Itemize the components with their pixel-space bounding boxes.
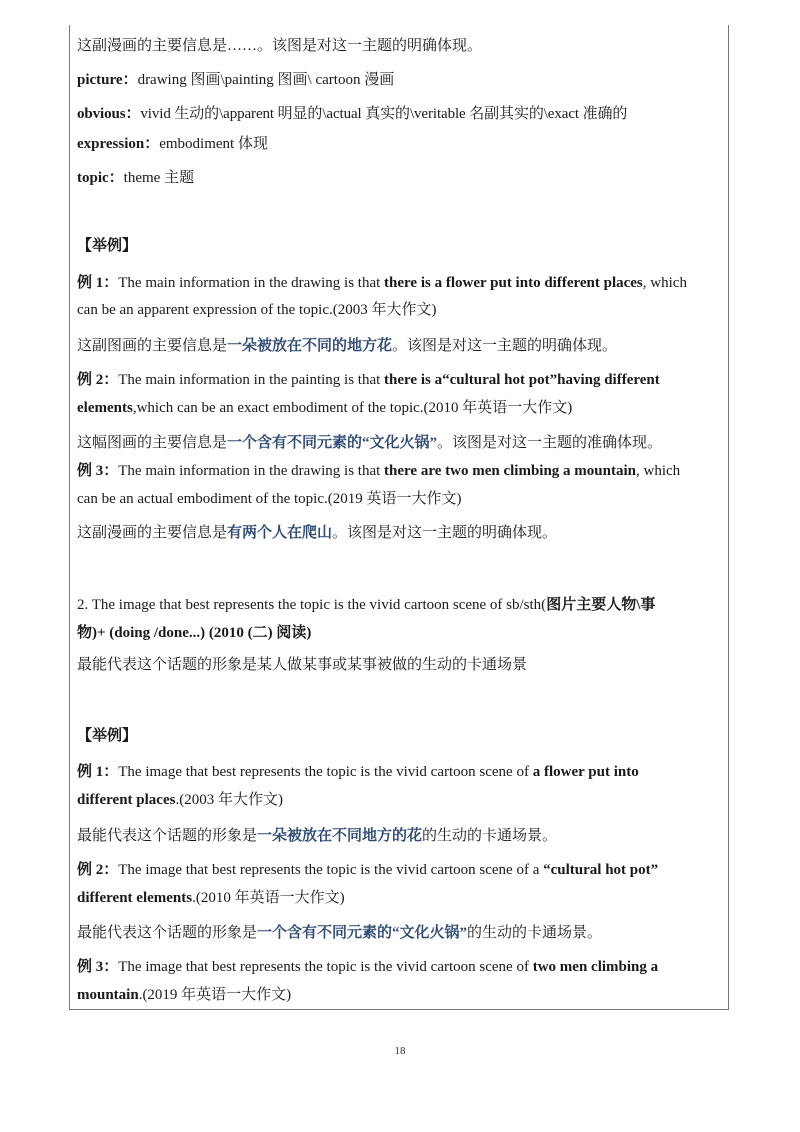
example-heading: 【举例】 <box>77 238 138 254</box>
s1-example-2-zh: 这幅图画的主要信息是一个含有不同元素的“文化火锅”。该图是对这一主题的准确体现。 <box>77 435 663 451</box>
s1-example-2-line-1: 例 2：The main information in the painting is that there is a“cultural hot pot”having different <box>77 372 660 388</box>
section-2-line-1: 2. The image that best represents the topic is the vivid cartoon scene of sb/sth(图片主要人物\事 <box>77 597 656 613</box>
s3-example-2-line-2: different elements.(2010 年英语一大作文) <box>77 890 345 906</box>
s1-example-1-line-1: 例 1：The main information in the drawing is that there is a flower put into different places, which <box>77 275 687 291</box>
s1-example-1-zh: 这副图画的主要信息是一朵被放在不同的地方花。该图是对这一主题的明确体现。 <box>77 338 618 354</box>
s3-example-1-line-2: different places.(2003 年大作文) <box>77 792 283 808</box>
vocab-obvious: obvious：vivid 生动的\apparent 明显的\actual 真实的\veritable 名副其实的\exact 准确的 <box>77 106 628 122</box>
intro-line: 这副漫画的主要信息是……。该图是对这一主题的明确体现。 <box>77 38 483 54</box>
s3-example-1-zh: 最能代表这个话题的形象是一朵被放在不同地方的花的生动的卡通场景。 <box>77 828 558 844</box>
s1-example-3-line-2: can be an actual embodiment of the topic.(2019 英语一大作文) <box>77 491 462 507</box>
example-heading-2: 【举例】 <box>77 728 138 744</box>
s1-example-1-line-2: can be an apparent expression of the topic.(2003 年大作文) <box>77 302 437 318</box>
s3-example-3-line-1: 例 3：The image that best represents the topic is the vivid cartoon scene of two men climbing a <box>77 959 659 975</box>
s1-example-3-line-1: 例 3：The main information in the drawing is that there are two men climbing a mountain, which <box>77 463 681 479</box>
s3-example-1-line-1: 例 1：The image that best represents the topic is the vivid cartoon scene of a flower put into <box>77 764 639 780</box>
vocab-topic: topic：theme 主题 <box>77 170 195 186</box>
s3-example-3-line-2: mountain.(2019 年英语一大作文) <box>77 987 292 1003</box>
vocab-picture: picture：drawing 图画\painting 图画\ cartoon 漫画 <box>77 72 395 88</box>
vocab-expression: expression：embodiment 体现 <box>77 136 268 152</box>
s1-example-2-line-2: elements,which can be an exact embodiment of the topic.(2010 年英语一大作文) <box>77 400 573 416</box>
page-number: 18 <box>394 1045 406 1057</box>
s3-example-2-zh: 最能代表这个话题的形象是一个含有不同元素的“文化火锅”的生动的卡通场景。 <box>77 925 603 941</box>
s3-example-2-line-1: 例 2：The image that best represents the topic is the vivid cartoon scene of a “cultural hot pot” <box>77 862 659 878</box>
section-2-zh: 最能代表这个话题的形象是某人做某事或某事被做的生动的卡通场景 <box>77 657 528 673</box>
section-2-line-2: 物)+ (doing /done...) (2010 (二) 阅读) <box>77 625 312 641</box>
s1-example-3-zh: 这副漫画的主要信息是有两个人在爬山。该图是对这一主题的明确体现。 <box>77 525 558 541</box>
